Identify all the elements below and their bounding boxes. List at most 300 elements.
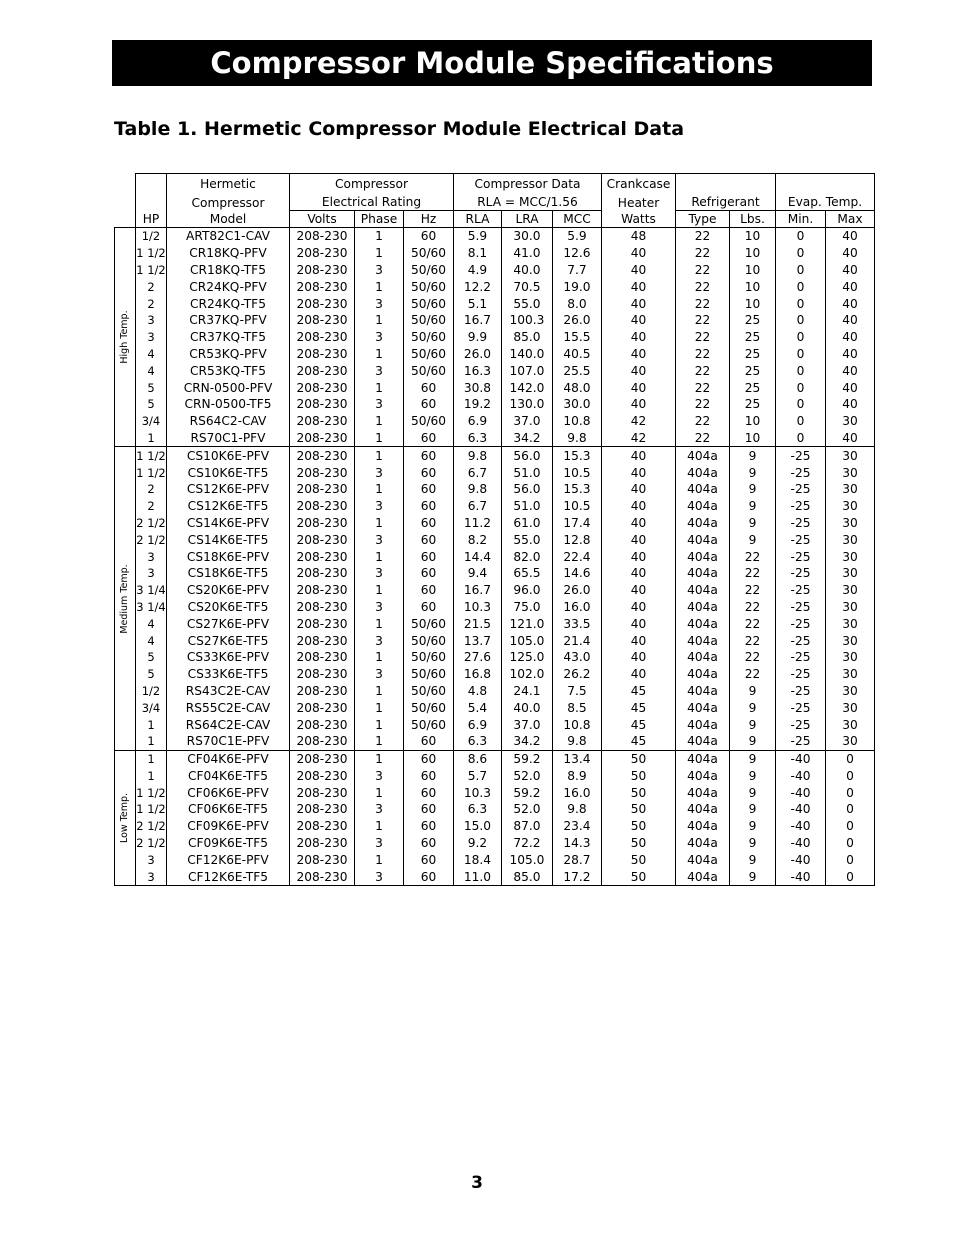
header-phase: Phase (355, 211, 404, 228)
cell-hp: 4 (136, 632, 167, 649)
cell-evap-max: 30 (826, 582, 875, 599)
cell-model: CS12K6E-PFV (167, 481, 290, 498)
cell-hp: 1 (136, 733, 167, 750)
cell-model: CF04K6E-PFV (167, 750, 290, 767)
cell-evap-max: 40 (826, 312, 875, 329)
cell-phase: 3 (355, 531, 404, 548)
cell-rla: 4.9 (454, 262, 502, 279)
cell-model: RS64C2E-CAV (167, 716, 290, 733)
cell-mcc: 43.0 (553, 649, 602, 666)
table-row (115, 312, 875, 329)
cell-model: CR18KQ-TF5 (167, 262, 290, 279)
cell-volts: 208-230 (290, 582, 355, 599)
cell-volts: 208-230 (290, 615, 355, 632)
cell-mcc: 28.7 (553, 851, 602, 868)
cell-volts: 208-230 (290, 447, 355, 464)
cell-hp: 1 (136, 768, 167, 785)
cell-refrigerant-lbs: 9 (730, 531, 776, 548)
table-row (115, 750, 875, 767)
cell-heater-watts: 40 (602, 329, 676, 346)
cell-mcc: 30.0 (553, 396, 602, 413)
cell-refrigerant-lbs: 10 (730, 245, 776, 262)
cell-lra: 30.0 (502, 228, 553, 245)
cell-rla: 9.8 (454, 481, 502, 498)
temp-range-label (115, 750, 136, 885)
cell-phase: 3 (355, 362, 404, 379)
cell-hz: 60 (404, 565, 454, 582)
cell-refrigerant-lbs: 25 (730, 312, 776, 329)
cell-volts: 208-230 (290, 278, 355, 295)
header-crankcase-3: Watts (602, 211, 676, 228)
cell-lra: 41.0 (502, 245, 553, 262)
cell-hz: 50/60 (404, 329, 454, 346)
cell-heater-watts: 50 (602, 750, 676, 767)
cell-heater-watts: 40 (602, 295, 676, 312)
cell-refrigerant-type: 404a (676, 548, 730, 565)
cell-evap-max: 30 (826, 683, 875, 700)
cell-evap-min: -25 (776, 649, 826, 666)
cell-lra: 87.0 (502, 818, 553, 835)
cell-phase: 3 (355, 868, 404, 885)
table-row (115, 464, 875, 481)
table-row (115, 582, 875, 599)
cell-heater-watts: 50 (602, 801, 676, 818)
cell-hp: 4 (136, 615, 167, 632)
table-row (115, 362, 875, 379)
cell-refrigerant-type: 404a (676, 565, 730, 582)
cell-model: RS43C2E-CAV (167, 683, 290, 700)
cell-evap-max: 30 (826, 649, 875, 666)
cell-lra: 37.0 (502, 716, 553, 733)
table-row (115, 245, 875, 262)
electrical-data-table (114, 173, 875, 886)
cell-hp: 5 (136, 396, 167, 413)
cell-hz: 60 (404, 430, 454, 447)
cell-refrigerant-type: 22 (676, 245, 730, 262)
cell-rla: 21.5 (454, 615, 502, 632)
cell-evap-min: -40 (776, 868, 826, 885)
cell-hz: 50/60 (404, 262, 454, 279)
cell-mcc: 13.4 (553, 750, 602, 767)
cell-rla: 13.7 (454, 632, 502, 649)
cell-hz: 60 (404, 379, 454, 396)
cell-heater-watts: 40 (602, 346, 676, 363)
cell-hp: 4 (136, 362, 167, 379)
cell-heater-watts: 40 (602, 649, 676, 666)
cell-lra: 55.0 (502, 531, 553, 548)
cell-volts: 208-230 (290, 851, 355, 868)
cell-evap-min: -25 (776, 548, 826, 565)
cell-mcc: 15.5 (553, 329, 602, 346)
cell-rla: 6.9 (454, 413, 502, 430)
cell-volts: 208-230 (290, 413, 355, 430)
cell-lra: 52.0 (502, 768, 553, 785)
cell-lra: 34.2 (502, 733, 553, 750)
cell-phase: 1 (355, 413, 404, 430)
cell-refrigerant-lbs: 9 (730, 868, 776, 885)
cell-refrigerant-type: 404a (676, 835, 730, 852)
cell-volts: 208-230 (290, 430, 355, 447)
cell-lra: 121.0 (502, 615, 553, 632)
cell-evap-min: 0 (776, 346, 826, 363)
cell-refrigerant-lbs: 9 (730, 784, 776, 801)
cell-mcc: 7.5 (553, 683, 602, 700)
cell-lra: 24.1 (502, 683, 553, 700)
cell-rla: 16.7 (454, 312, 502, 329)
cell-refrigerant-type: 404a (676, 464, 730, 481)
cell-model: CF06K6E-PFV (167, 784, 290, 801)
cell-model: RS70C1-PFV (167, 430, 290, 447)
cell-evap-max: 40 (826, 329, 875, 346)
table-row (115, 228, 875, 245)
cell-hp: 5 (136, 666, 167, 683)
cell-refrigerant-lbs: 25 (730, 346, 776, 363)
header-hermetic-2: Compressor (167, 192, 290, 211)
table-row (115, 632, 875, 649)
cell-evap-min: -25 (776, 582, 826, 599)
cell-model: CR37KQ-TF5 (167, 329, 290, 346)
cell-hp: 2 1/2 (136, 819, 166, 834)
table-row (115, 784, 875, 801)
cell-lra: 51.0 (502, 498, 553, 515)
cell-hz: 50/60 (404, 716, 454, 733)
cell-mcc: 8.5 (553, 699, 602, 716)
table-row (115, 801, 875, 818)
cell-mcc: 14.3 (553, 835, 602, 852)
cell-hz: 50/60 (404, 245, 454, 262)
cell-mcc: 25.5 (553, 362, 602, 379)
cell-volts: 208-230 (290, 464, 355, 481)
cell-evap-max: 40 (826, 430, 875, 447)
cell-rla: 26.0 (454, 346, 502, 363)
cell-phase: 1 (355, 379, 404, 396)
header-evap-temp: Evap. Temp. (776, 174, 875, 211)
cell-model: CF04K6E-TF5 (167, 768, 290, 785)
cell-heater-watts: 40 (602, 498, 676, 515)
cell-mcc: 14.6 (553, 565, 602, 582)
cell-model: CS14K6E-TF5 (167, 531, 290, 548)
cell-lra: 37.0 (502, 413, 553, 430)
cell-hz: 60 (404, 835, 454, 852)
cell-hp: 2 (136, 295, 167, 312)
cell-evap-max: 40 (826, 278, 875, 295)
cell-refrigerant-lbs: 9 (730, 464, 776, 481)
header-compdata-2: RLA = MCC/1.56 (454, 192, 602, 211)
cell-heater-watts: 42 (602, 413, 676, 430)
cell-evap-max: 40 (826, 245, 875, 262)
cell-lra: 140.0 (502, 346, 553, 363)
cell-refrigerant-lbs: 10 (730, 295, 776, 312)
cell-evap-min: -25 (776, 447, 826, 464)
cell-refrigerant-lbs: 9 (730, 699, 776, 716)
cell-refrigerant-type: 404a (676, 699, 730, 716)
cell-refrigerant-lbs: 22 (730, 565, 776, 582)
cell-volts: 208-230 (290, 750, 355, 767)
cell-refrigerant-type: 22 (676, 362, 730, 379)
header-crankcase-2: Heater (602, 192, 676, 211)
cell-volts: 208-230 (290, 868, 355, 885)
cell-volts: 208-230 (290, 649, 355, 666)
cell-evap-min: -25 (776, 565, 826, 582)
cell-volts: 208-230 (290, 784, 355, 801)
cell-refrigerant-lbs: 9 (730, 481, 776, 498)
cell-heater-watts: 50 (602, 835, 676, 852)
cell-mcc: 26.0 (553, 582, 602, 599)
cell-mcc: 9.8 (553, 430, 602, 447)
cell-hz: 60 (404, 750, 454, 767)
header-electrical-2: Electrical Rating (290, 192, 454, 211)
cell-model: CS27K6E-PFV (167, 615, 290, 632)
cell-evap-min: -25 (776, 632, 826, 649)
cell-heater-watts: 40 (602, 245, 676, 262)
cell-hp: 1 1/2 (136, 465, 166, 480)
cell-phase: 3 (355, 565, 404, 582)
cell-refrigerant-type: 404a (676, 784, 730, 801)
cell-refrigerant-type: 404a (676, 851, 730, 868)
cell-hp: 3 (136, 548, 167, 565)
cell-refrigerant-lbs: 9 (730, 768, 776, 785)
cell-evap-min: -25 (776, 733, 826, 750)
cell-mcc: 15.3 (553, 481, 602, 498)
cell-evap-max: 40 (826, 262, 875, 279)
cell-evap-min: 0 (776, 278, 826, 295)
cell-hp: 3 (136, 851, 167, 868)
cell-heater-watts: 40 (602, 278, 676, 295)
cell-refrigerant-type: 404a (676, 868, 730, 885)
cell-rla: 18.4 (454, 851, 502, 868)
cell-volts: 208-230 (290, 295, 355, 312)
cell-phase: 1 (355, 245, 404, 262)
cell-rla: 12.2 (454, 278, 502, 295)
cell-lra: 100.3 (502, 312, 553, 329)
cell-model: CS12K6E-TF5 (167, 498, 290, 515)
cell-rla: 27.6 (454, 649, 502, 666)
cell-model: CS14K6E-PFV (167, 515, 290, 532)
cell-evap-max: 0 (826, 801, 875, 818)
cell-phase: 1 (355, 346, 404, 363)
cell-hz: 50/60 (404, 666, 454, 683)
cell-phase: 1 (355, 683, 404, 700)
cell-model: ART82C1-CAV (167, 228, 290, 245)
table-row (115, 683, 875, 700)
cell-mcc: 19.0 (553, 278, 602, 295)
cell-hp: 2 (136, 498, 167, 515)
cell-refrigerant-lbs: 9 (730, 498, 776, 515)
cell-phase: 3 (355, 262, 404, 279)
header-mcc: MCC (553, 211, 602, 228)
cell-mcc: 12.8 (553, 531, 602, 548)
cell-heater-watts: 45 (602, 683, 676, 700)
cell-heater-watts: 40 (602, 615, 676, 632)
cell-volts: 208-230 (290, 716, 355, 733)
cell-hp: 3 1/4 (136, 583, 166, 598)
cell-refrigerant-type: 22 (676, 228, 730, 245)
cell-hp: 3 (136, 565, 167, 582)
cell-evap-min: 0 (776, 362, 826, 379)
cell-rla: 6.9 (454, 716, 502, 733)
cell-rla: 16.7 (454, 582, 502, 599)
cell-refrigerant-lbs: 22 (730, 548, 776, 565)
cell-evap-min: -40 (776, 784, 826, 801)
cell-rla: 11.0 (454, 868, 502, 885)
cell-volts: 208-230 (290, 632, 355, 649)
cell-evap-min: -25 (776, 481, 826, 498)
table-row (115, 548, 875, 565)
cell-rla: 6.7 (454, 464, 502, 481)
cell-rla: 8.1 (454, 245, 502, 262)
cell-mcc: 17.2 (553, 868, 602, 885)
cell-hz: 50/60 (404, 699, 454, 716)
header-volts: Volts (290, 211, 355, 228)
cell-mcc: 21.4 (553, 632, 602, 649)
cell-hz: 60 (404, 784, 454, 801)
cell-phase: 1 (355, 548, 404, 565)
cell-refrigerant-lbs: 10 (730, 228, 776, 245)
temp-range-label (115, 228, 136, 447)
cell-model: CS33K6E-PFV (167, 649, 290, 666)
cell-volts: 208-230 (290, 699, 355, 716)
cell-evap-min: -25 (776, 515, 826, 532)
cell-refrigerant-type: 22 (676, 329, 730, 346)
cell-refrigerant-type: 22 (676, 278, 730, 295)
cell-volts: 208-230 (290, 835, 355, 852)
cell-phase: 1 (355, 481, 404, 498)
cell-volts: 208-230 (290, 548, 355, 565)
cell-heater-watts: 50 (602, 768, 676, 785)
cell-evap-min: -25 (776, 498, 826, 515)
header-crankcase-1: Crankcase (602, 174, 676, 193)
cell-refrigerant-type: 404a (676, 683, 730, 700)
cell-rla: 5.9 (454, 228, 502, 245)
cell-mcc: 10.5 (553, 498, 602, 515)
cell-heater-watts: 40 (602, 481, 676, 498)
cell-hz: 60 (404, 498, 454, 515)
cell-rla: 10.3 (454, 599, 502, 616)
cell-phase: 3 (355, 768, 404, 785)
cell-model: CR53KQ-TF5 (167, 362, 290, 379)
cell-heater-watts: 40 (602, 531, 676, 548)
cell-lra: 65.5 (502, 565, 553, 582)
cell-refrigerant-lbs: 9 (730, 750, 776, 767)
cell-evap-min: -25 (776, 599, 826, 616)
cell-mcc: 12.6 (553, 245, 602, 262)
cell-hz: 60 (404, 582, 454, 599)
cell-heater-watts: 40 (602, 312, 676, 329)
cell-refrigerant-type: 404a (676, 531, 730, 548)
header-lra: LRA (502, 211, 553, 228)
cell-volts: 208-230 (290, 481, 355, 498)
cell-evap-max: 30 (826, 464, 875, 481)
cell-volts: 208-230 (290, 768, 355, 785)
cell-refrigerant-lbs: 9 (730, 851, 776, 868)
cell-rla: 14.4 (454, 548, 502, 565)
cell-evap-max: 30 (826, 481, 875, 498)
cell-phase: 1 (355, 582, 404, 599)
cell-evap-min: -25 (776, 699, 826, 716)
cell-model: CRN-0500-TF5 (167, 396, 290, 413)
cell-refrigerant-type: 404a (676, 582, 730, 599)
cell-model: RS70C1E-PFV (167, 733, 290, 750)
cell-phase: 1 (355, 818, 404, 835)
table-row (115, 649, 875, 666)
table-row (115, 531, 875, 548)
cell-volts: 208-230 (290, 531, 355, 548)
cell-hp: 5 (136, 649, 167, 666)
cell-mcc: 9.8 (553, 801, 602, 818)
cell-heater-watts: 40 (602, 632, 676, 649)
cell-phase: 1 (355, 515, 404, 532)
cell-hp: 1 1/2 (136, 262, 166, 277)
cell-evap-min: -40 (776, 835, 826, 852)
cell-heater-watts: 50 (602, 784, 676, 801)
cell-evap-max: 0 (826, 768, 875, 785)
cell-phase: 1 (355, 649, 404, 666)
cell-model: CS33K6E-TF5 (167, 666, 290, 683)
header-compdata-1: Compressor Data (454, 174, 602, 193)
cell-phase: 3 (355, 396, 404, 413)
header-min: Min. (776, 211, 826, 228)
cell-hz: 60 (404, 801, 454, 818)
cell-refrigerant-type: 404a (676, 768, 730, 785)
cell-phase: 3 (355, 835, 404, 852)
cell-rla: 16.3 (454, 362, 502, 379)
cell-refrigerant-type: 404a (676, 615, 730, 632)
cell-evap-max: 0 (826, 868, 875, 885)
cell-model: CR24KQ-TF5 (167, 295, 290, 312)
cell-refrigerant-type: 22 (676, 312, 730, 329)
cell-refrigerant-lbs: 10 (730, 262, 776, 279)
cell-phase: 3 (355, 464, 404, 481)
cell-volts: 208-230 (290, 262, 355, 279)
cell-refrigerant-type: 22 (676, 295, 730, 312)
cell-evap-min: 0 (776, 413, 826, 430)
cell-heater-watts: 40 (602, 447, 676, 464)
table-row (115, 733, 875, 750)
cell-refrigerant-lbs: 22 (730, 632, 776, 649)
cell-lra: 125.0 (502, 649, 553, 666)
cell-volts: 208-230 (290, 362, 355, 379)
cell-lra: 59.2 (502, 784, 553, 801)
cell-volts: 208-230 (290, 379, 355, 396)
cell-refrigerant-lbs: 25 (730, 362, 776, 379)
cell-evap-max: 40 (826, 379, 875, 396)
cell-evap-max: 30 (826, 447, 875, 464)
cell-refrigerant-lbs: 10 (730, 278, 776, 295)
cell-refrigerant-type: 404a (676, 515, 730, 532)
cell-heater-watts: 40 (602, 379, 676, 396)
cell-lra: 55.0 (502, 295, 553, 312)
cell-hp: 4 (136, 346, 167, 363)
cell-phase: 1 (355, 750, 404, 767)
cell-volts: 208-230 (290, 346, 355, 363)
cell-lra: 34.2 (502, 430, 553, 447)
cell-refrigerant-type: 22 (676, 379, 730, 396)
cell-rla: 4.8 (454, 683, 502, 700)
cell-evap-min: -25 (776, 666, 826, 683)
cell-hz: 60 (404, 548, 454, 565)
cell-model: RS64C2-CAV (167, 413, 290, 430)
cell-lra: 105.0 (502, 851, 553, 868)
cell-mcc: 23.4 (553, 818, 602, 835)
temp-range-text: High Temp. (119, 310, 130, 364)
cell-hz: 50/60 (404, 346, 454, 363)
cell-mcc: 33.5 (553, 615, 602, 632)
table-row (115, 329, 875, 346)
cell-lra: 40.0 (502, 699, 553, 716)
table-body (115, 228, 875, 886)
cell-evap-max: 0 (826, 784, 875, 801)
cell-model: CF09K6E-PFV (167, 818, 290, 835)
